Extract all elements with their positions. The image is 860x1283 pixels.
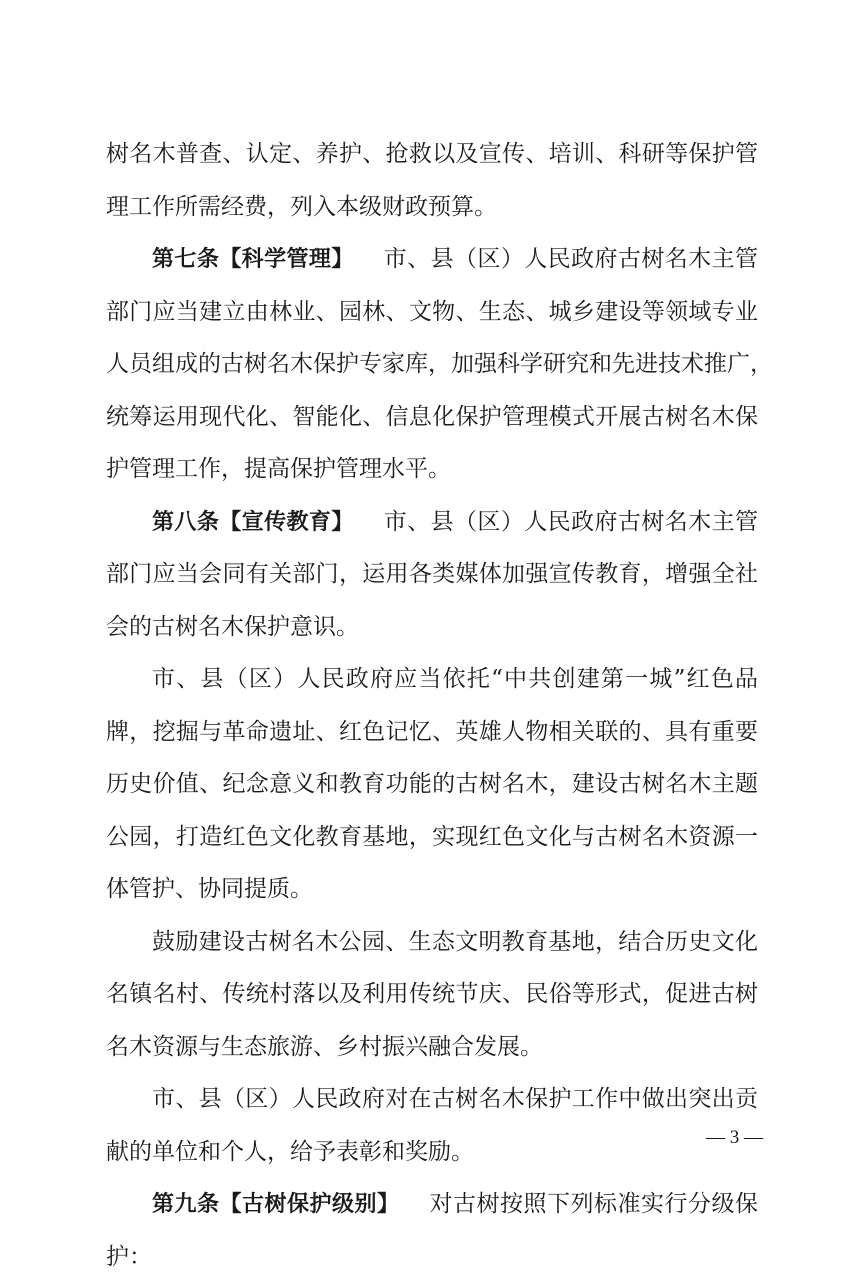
text-line: 人员组成的古树名木保护专家库，加强科学研究和先进技术推广，: [106, 338, 758, 391]
article-text: 市、县（区）人民政府古树名木主管: [384, 246, 758, 272]
article-7: [106, 233, 758, 496]
article-8: [106, 496, 758, 654]
text-line: 名木资源与生态旅游、乡村振兴融合发展。: [106, 1021, 758, 1074]
text-line: 会的古树名木保护意识。: [106, 601, 758, 654]
text-line: 牌，挖掘与革命遗址、红色记忆、英雄人物相关联的、具有重要: [106, 706, 758, 759]
text-line: 体管护、协同提质。: [106, 863, 758, 916]
article-9: [106, 1178, 758, 1283]
article-heading: 第七条【科学管理】: [152, 247, 354, 272]
text-line: 护：: [106, 1231, 758, 1283]
text-line: 理工作所需经费，列入本级财政预算。: [106, 181, 758, 234]
paragraph: [106, 1073, 758, 1178]
article-text: 对古树按照下列标准实行分级保: [430, 1191, 759, 1217]
article-heading: 第九条【古树保护级别】: [152, 1192, 400, 1217]
text-line: 鼓励建设古树名木公园、生态文明教育基地，结合历史文化: [106, 916, 758, 969]
text-line: 市、县（区）人民政府应当依托“中共创建第一城”红色品: [106, 653, 758, 706]
paragraph: [106, 916, 758, 1074]
text-line: 部门应当会同有关部门，运用各类媒体加强宣传教育，增强全社: [106, 548, 758, 601]
text-line: [106, 1178, 758, 1231]
page-number: — 3 —: [706, 1126, 763, 1150]
text-line: 历史价值、纪念意义和教育功能的古树名木，建设古树名木主题: [106, 758, 758, 811]
text-line: 市、县（区）人民政府对在古树名木保护工作中做出突出贡: [106, 1073, 758, 1126]
text-line: 名镇名村、传统村落以及利用传统节庆、民俗等形式，促进古树: [106, 968, 758, 1021]
text-line: 统筹运用现代化、智能化、信息化保护管理模式开展古树名木保: [106, 391, 758, 444]
paragraph: [106, 653, 758, 916]
article-heading: 第八条【宣传教育】: [152, 510, 354, 535]
document-body: [106, 128, 758, 1283]
text-line: 公园，打造红色文化教育基地，实现红色文化与古树名木资源一: [106, 811, 758, 864]
text-line: 护管理工作，提高保护管理水平。: [106, 443, 758, 496]
article-text: 市、县（区）人民政府古树名木主管: [384, 509, 758, 535]
text-line: [106, 233, 758, 286]
text-line: [106, 496, 758, 549]
paragraph: [106, 128, 758, 233]
text-line: 献的单位和个人，给予表彰和奖励。: [106, 1126, 758, 1179]
text-line: 树名木普查、认定、养护、抢救以及宣传、培训、科研等保护管: [106, 128, 758, 181]
text-line: 部门应当建立由林业、园林、文物、生态、城乡建设等领域专业: [106, 286, 758, 339]
